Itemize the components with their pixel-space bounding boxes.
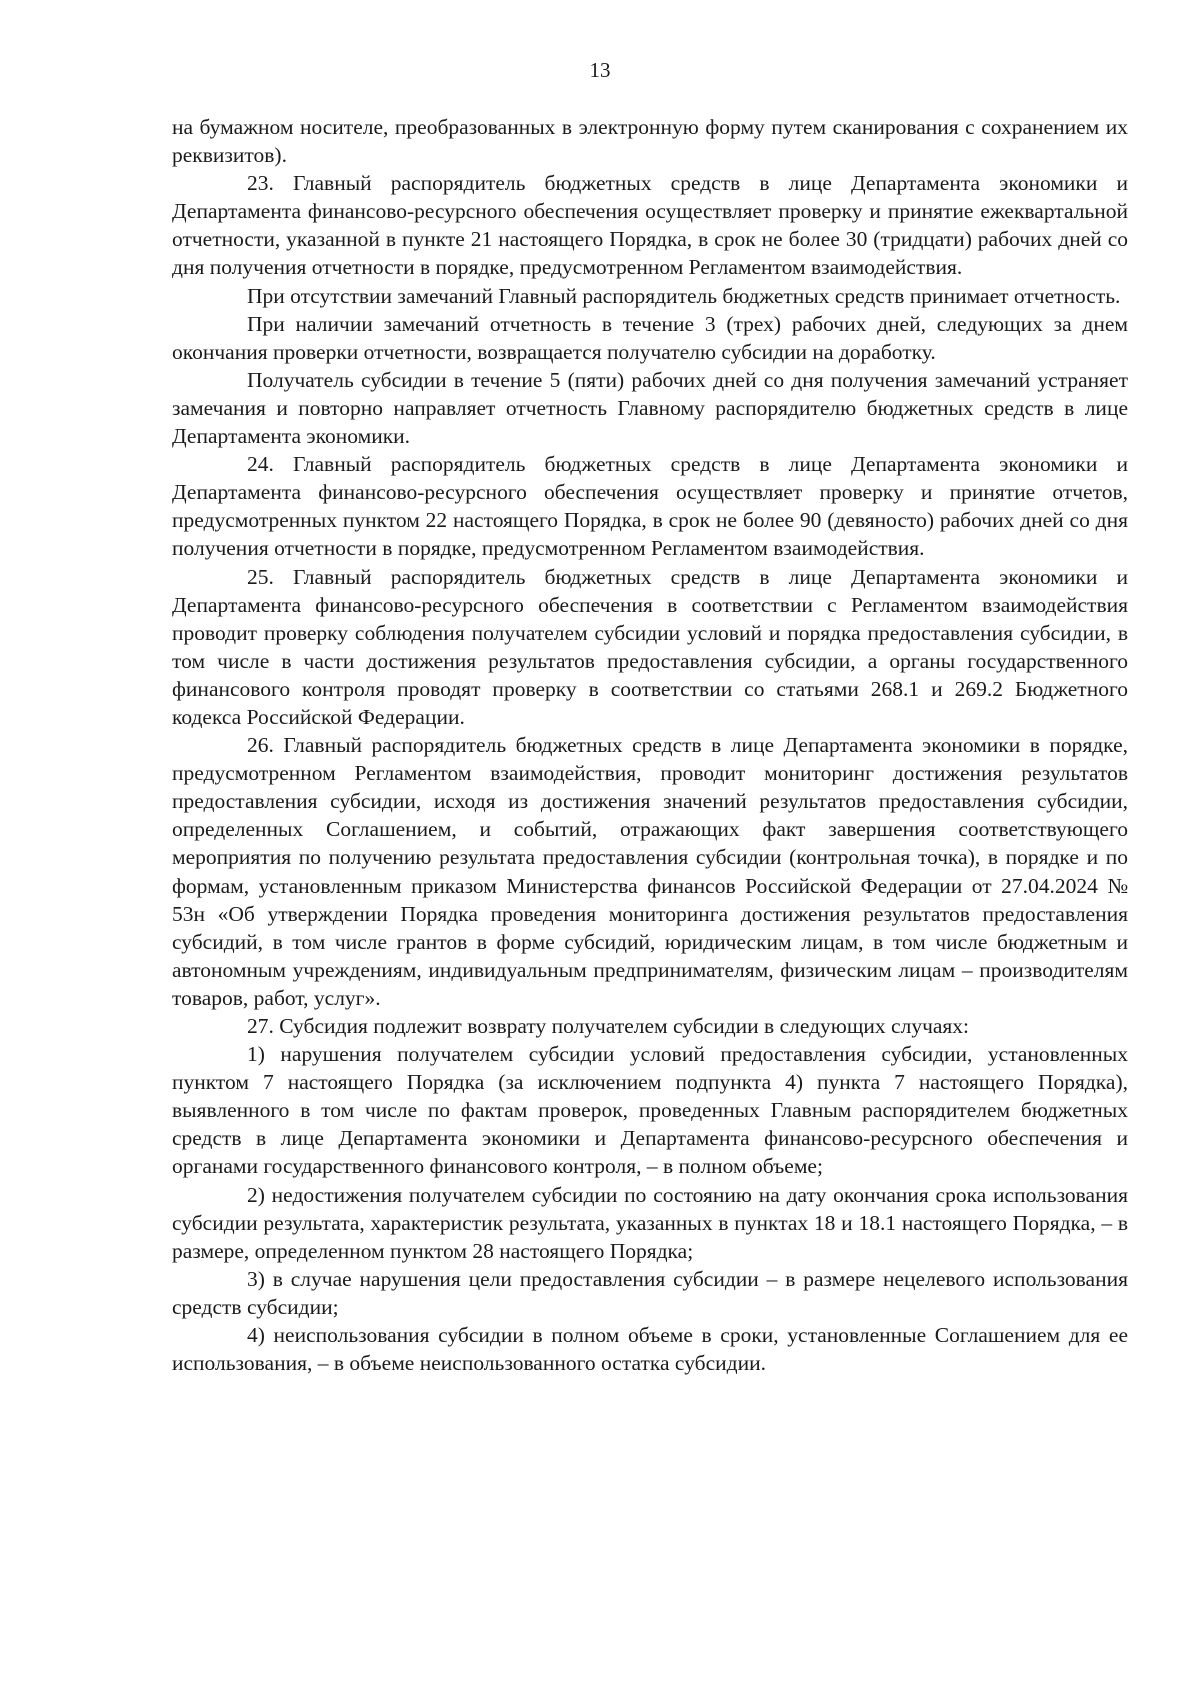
paragraph-item-23: 23. Главный распорядитель бюджетных средств в лице Департамента экономики и Департамента финансово-ресурсного обеспечения осуществляет проверку и принятие ежеквартальной отчетности, указанной в пункте 21 настоящего Порядка, в срок не более 30 (тридцати) рабочих дней со дня получения отчетности в порядке, предусмотренном Регламентом взаимодействия. [172,171,1128,280]
paragraph-with-remarks: При наличии замечаний отчетность в течение 3 (трех) рабочих дней, следующих за днем окончания проверки отчетности, возвращается получателю субсидии на доработку. [172,311,1128,364]
paragraph-subitem-1: 1) нарушения получателем субсидии условий предоставления субсидии, установленных пунктом 7 настоящего Порядка (за исключением подпункта 4) пункта 7 настоящего Порядка), выявленного в том числе по фактам проверок, проведенных Главным распорядителем бюджетных средств в лице Департамента экономики и Департамента финансово-ресурсного обеспечения и органами государственного финансового контроля, – в полном объеме; [172,1042,1128,1179]
paragraph-continuation: на бумажном носителе, преобразованных в электронную форму путем сканирования с сохранением их реквизитов). [172,115,1128,168]
paragraph-subitem-2: 2) недостижения получателем субсидии по состоянию на дату окончания срока использования субсидии результата, характеристик результата, указанных в пунктах 18 и 18.1 настоящего Порядка, – в размере, определенном пунктом 28 настоящего Порядка; [172,1182,1128,1263]
paragraph-subitem-3: 3) в случае нарушения цели предоставления субсидии – в размере нецелевого использования средств субсидии; [172,1266,1128,1319]
paragraph-item-25: 25. Главный распорядитель бюджетных средств в лице Департамента экономики и Департамента финансово-ресурсного обеспечения в соответствии с Регламентом взаимодействия проводит проверку соблюдения получателем субсидии условий и порядка предоставления субсидии, в том числе в части достижения результатов предоставления субсидии, а органы государственного финансового контроля проводят проверку в соответствии со статьями 268.1 и 269.2 Бюджетного кодекса Российской Федерации. [172,564,1128,729]
paragraph-recipient-corrections: Получатель субсидии в течение 5 (пяти) рабочих дней со дня получения замечаний устраняет замечания и повторно направляет отчетность Главному распорядителю бюджетных средств в лице Департамента экономики. [172,367,1128,449]
paragraph-item-27: 27. Субсидия подлежит возврату получателем субсидии в следующих случаях: [247,1014,970,1038]
document-body [172,113,1128,1377]
paragraph-no-remarks: При отсутствии замечаний Главный распорядитель бюджетных средств принимает отчетность. [247,283,1121,308]
paragraph-subitem-4: 4) неиспользования субсидии в полном объеме в сроки, установленные Соглашением для ее использования, – в объеме неиспользованного остатка субсидии. [172,1323,1128,1376]
page-number: 13 [589,58,611,82]
paragraph-item-24: 24. Главный распорядитель бюджетных средств в лице Департамента экономики и Департамента финансово-ресурсного обеспечения осуществляет проверку и принятие отчетов, предусмотренных пунктом 22 настоящего Порядка, в срок не более 90 (девяносто) рабочих дней со дня получения отчетности в порядке, предусмотренном Регламентом взаимодействия. [172,452,1128,561]
paragraph-item-26: 26. Главный распорядитель бюджетных средств в лице Департамента экономики в порядке, предусмотренном Регламентом взаимодействия, проводит мониторинг достижения результатов предоставления субсидии, исходя из достижения значений результатов предоставления субсидии, определенных Соглашением, и событий, отражающих факт завершения соответствующего мероприятия по получению результата предоставления субсидии (контрольная точка), в порядке и по формам, установленным приказом Министерства финансов Российской Федерации от 27.04.2024 № 53н «Об утверждении Порядка проведения мониторинга достижения результатов предоставления субсидий, в том числе грантов в форме субсидий, юридическим лицам, в том числе бюджетным и автономным учреждениям, индивидуальным предпринимателям, физическим лицам – производителям товаров, работ, услуг». [172,733,1128,1010]
